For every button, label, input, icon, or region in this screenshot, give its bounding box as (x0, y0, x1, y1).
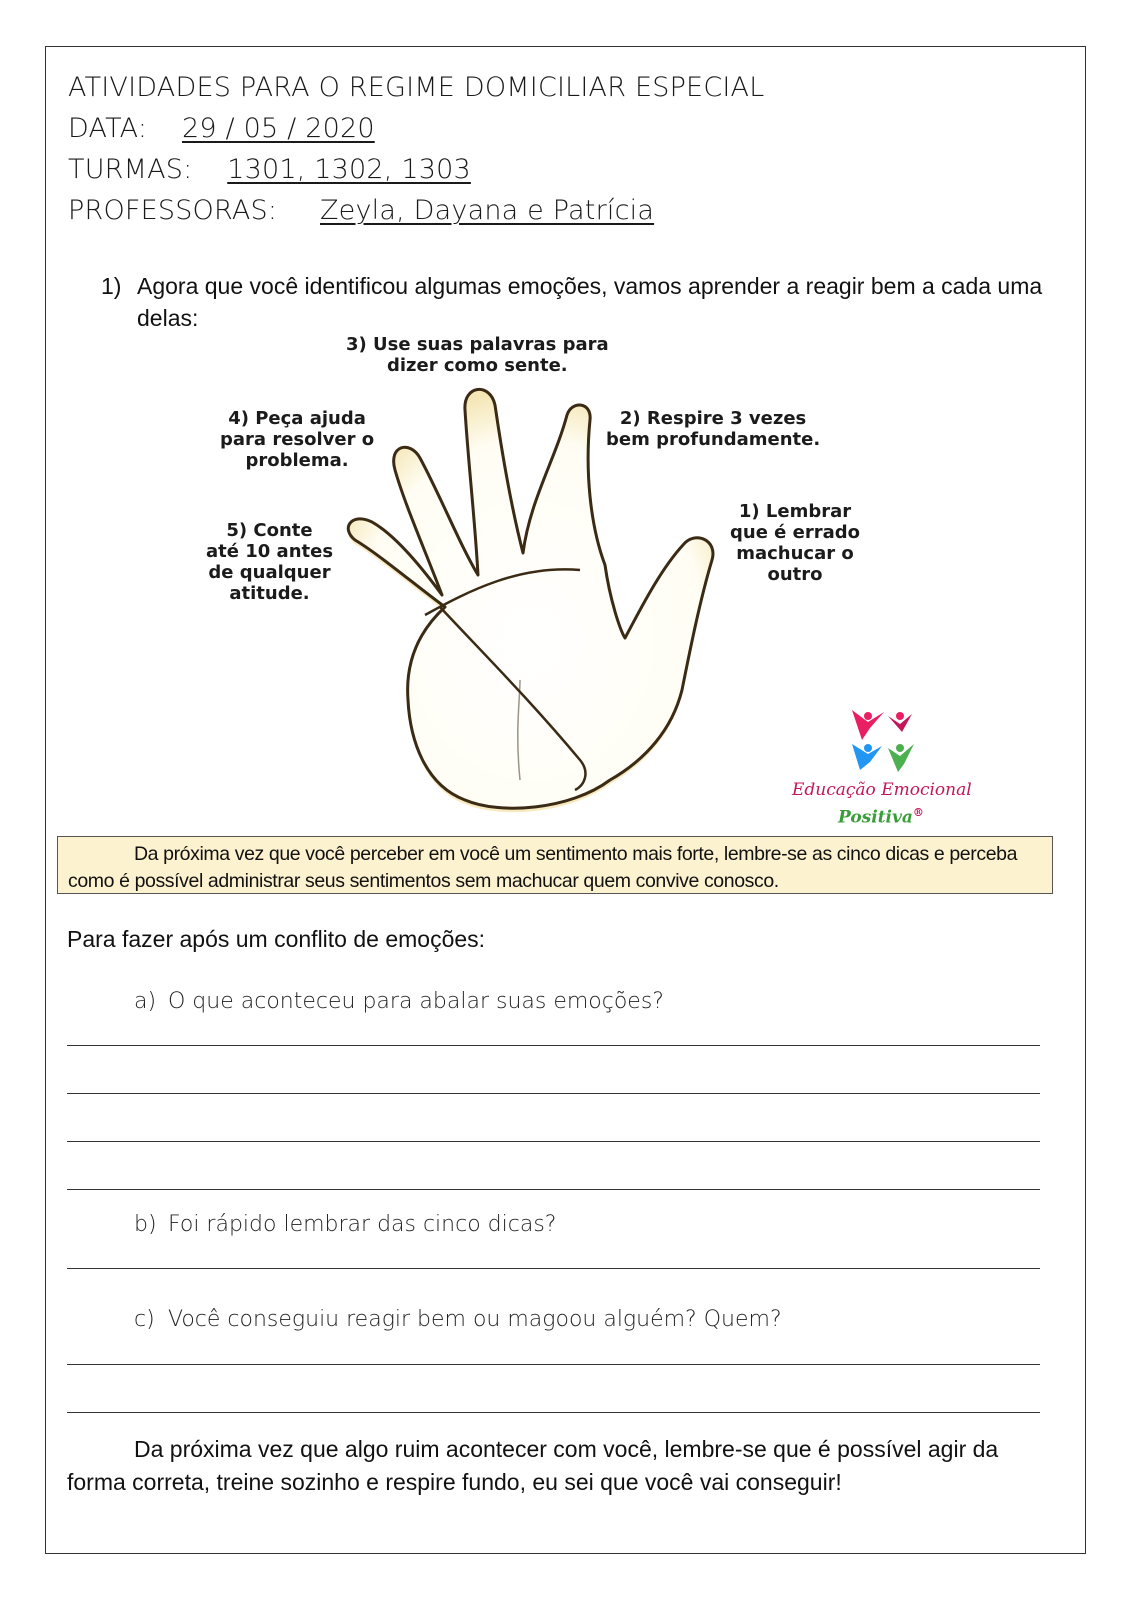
date-value: 29 / 05 / 2020 (181, 113, 375, 144)
closing-text: Da próxima vez que algo ruim acontecer com você, lembre-se que é possível agir da forma correta, treine sozinho e respire fundo, eu sei que você vai conseguir! (67, 1436, 999, 1495)
tip-5-label (206, 520, 333, 604)
tip-2-text: 2) Respire 3 vezes bem profundamente. (606, 408, 821, 450)
answer-line-a4[interactable] (67, 1189, 1040, 1190)
tip-2-label (606, 408, 820, 450)
answer-line-a2[interactable] (67, 1093, 1040, 1094)
tip-5-text: 5) Conte até 10 antes de qualquer atitude. (206, 520, 334, 604)
logo-line-2-text: Positiva (838, 807, 913, 828)
tip-note-text: Da próxima vez que você perceber em você um sentimento mais forte, lembre-se as cinco dicas e perceba como é possível administrar seus sentimentos sem machucar quem convive conosco. (68, 843, 1018, 892)
title-text: ATIVIDADES PARA O REGIME DOMICILIAR ESPECIAL (68, 72, 765, 103)
question-a-letter: a) (134, 989, 157, 1014)
tip-3-text: 3) Use suas palavras para dizer como sente. (346, 334, 609, 376)
classes-label: TURMAS: (68, 154, 193, 185)
question-1-number: 1) (101, 273, 122, 299)
logo-line-1-text: Educação Emocional (792, 780, 972, 800)
section-title (67, 926, 485, 953)
question-b-letter: b) (134, 1212, 157, 1237)
logo-line-1 (792, 780, 972, 800)
question-a-text: O que aconteceu para abalar suas emoções? (168, 989, 664, 1014)
answer-line-a1[interactable] (67, 1045, 1040, 1046)
tip-1-label (730, 501, 860, 585)
closing-paragraph (67, 1433, 1047, 1499)
answer-line-b1[interactable] (67, 1268, 1040, 1269)
question-a (134, 989, 664, 1014)
date-label: DATA: (68, 113, 148, 144)
tip-note-box (57, 836, 1053, 894)
answer-line-c2[interactable] (67, 1412, 1040, 1413)
question-b (134, 1212, 556, 1237)
teachers-value: Zeyla, Dayana e Patrícia (319, 195, 655, 226)
question-b-text: Foi rápido lembrar das cinco dicas? (168, 1212, 557, 1237)
tip-4-text: 4) Peça ajuda para resolver o problema. (220, 408, 375, 471)
registered-mark: ® (912, 806, 924, 819)
answer-line-a3[interactable] (67, 1141, 1040, 1142)
logo-line-2 (838, 806, 924, 828)
classes-value: 1301, 1302, 1303 (227, 154, 471, 185)
section-title-text: Para fazer após um conflito de emoções: (67, 926, 486, 952)
question-c (134, 1307, 782, 1332)
question-1-text: Agora que você identificou algumas emoções, vamos aprender a reagir bem a cada uma delas: (137, 273, 1043, 331)
tip-1-text: 1) Lembrar que é errado machucar o outro (730, 501, 861, 585)
teachers-label: PROFESSORAS: (68, 195, 278, 226)
logo-figures-icon (852, 710, 914, 772)
question-c-letter: c) (134, 1307, 155, 1332)
tip-4-label (220, 408, 374, 471)
tip-3-label (346, 334, 609, 376)
answer-line-c1[interactable] (67, 1364, 1040, 1365)
question-c-text: Você conseguiu reagir bem ou magoou alguém? Quem? (168, 1307, 782, 1332)
hand-outline (348, 389, 713, 808)
